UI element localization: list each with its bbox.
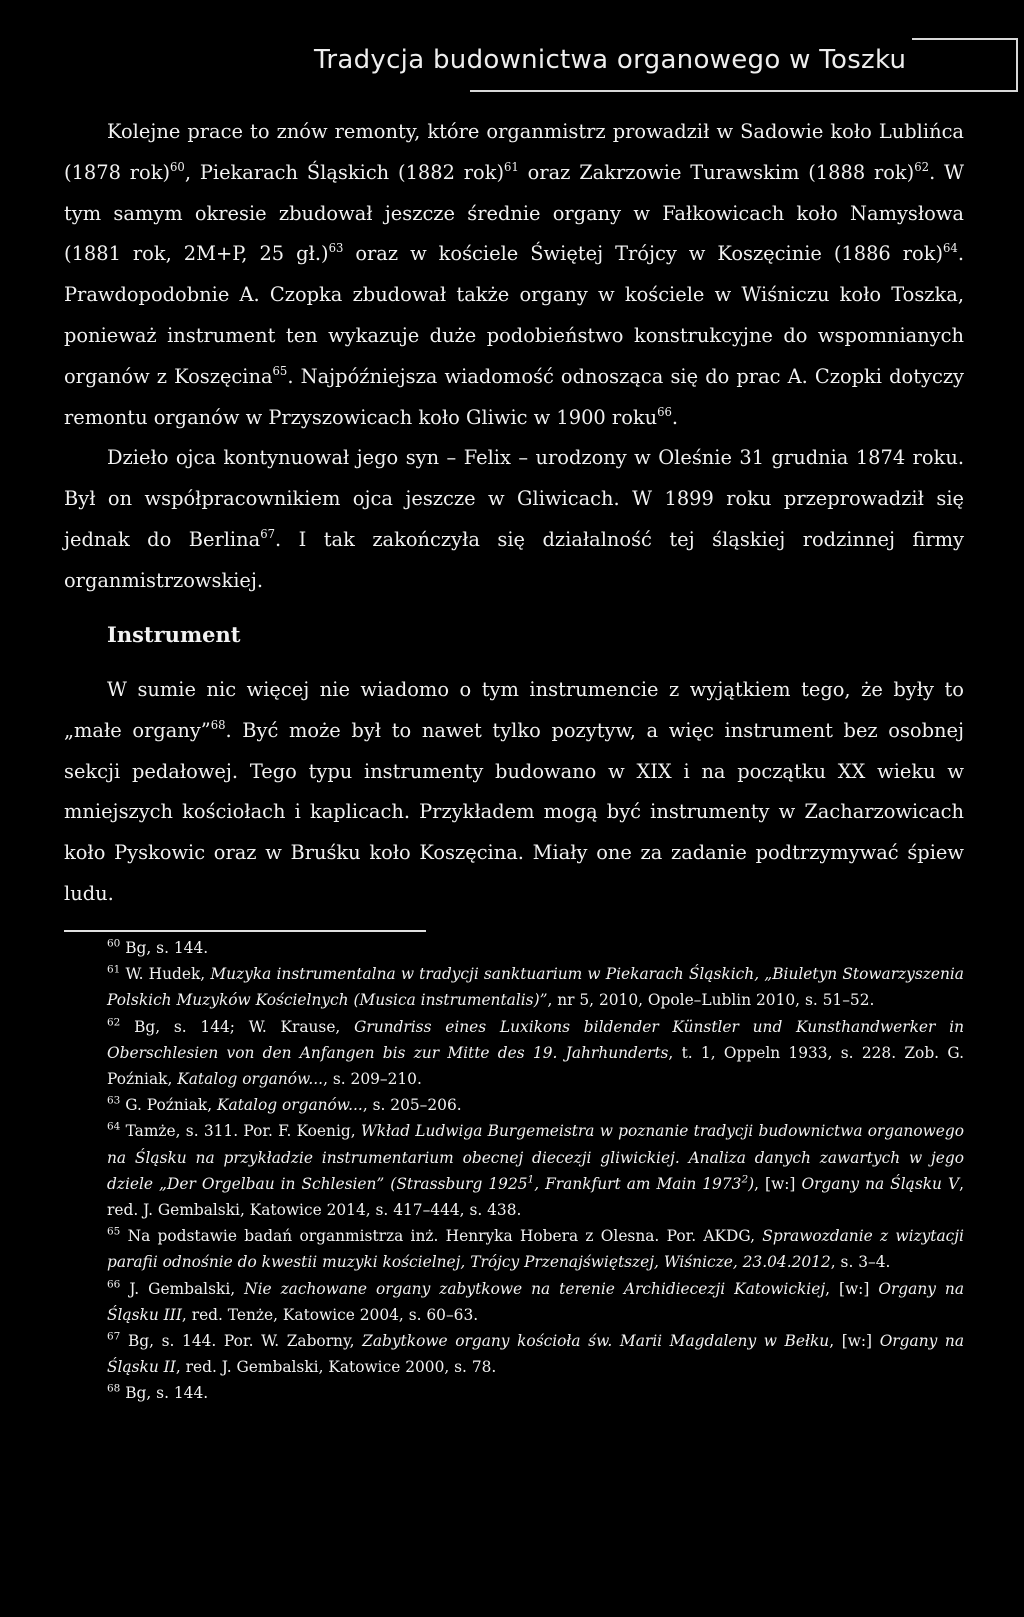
footnote — [107, 1380, 964, 1406]
footnotes — [107, 935, 964, 1407]
text-run: oraz w kościele Świętej Trójcy w Koszęcinie (1886 rok) — [343, 242, 944, 266]
footnote-reference: 63 — [328, 241, 344, 256]
italic-title: Organy na Śląsku III — [107, 1279, 964, 1324]
footnote-reference: 60 — [170, 159, 185, 174]
italic-title: ) — [748, 1174, 755, 1193]
footnote-number: 67 — [107, 1330, 121, 1343]
text-run: Bg, s. 144. — [125, 1384, 209, 1403]
text-run: , red. J. Gembalski, Katowice 2014, s. 417–444, s. 438. — [107, 1174, 964, 1220]
footnote-number: 66 — [107, 1278, 121, 1291]
body-text-section — [64, 670, 964, 915]
text-run: oraz Zakrzowie Turawskim (1888 rok) — [518, 160, 915, 184]
footnote-rule — [64, 930, 426, 932]
text-run: Dzieło ojca kontynuował jego syn – Felix – urodzony w Oleśnie 31 grudnia 1874 roku. Był on współpracownikiem ojca jeszcze w Gliwicach. W 1899 roku przeprowadził się jednak do Berlina — [64, 446, 964, 551]
text-run: . I tak zakończyła się działalność tej śląskiej rodzinnej firmy organmistrzowskiej. — [64, 527, 964, 592]
body-text — [64, 112, 964, 602]
footnote-reference: 65 — [272, 363, 288, 378]
footnote — [107, 961, 964, 1013]
footnote — [107, 1014, 964, 1093]
footnote — [107, 1276, 964, 1328]
superscript: 2 — [741, 1173, 749, 1186]
text-run: Tamże, s. 311. Por. F. Koenig, — [125, 1122, 361, 1141]
footnote — [107, 935, 964, 961]
text-run: , Piekarach Śląskich (1882 rok) — [184, 160, 505, 184]
section-heading: Instrument — [107, 622, 241, 647]
text-run: Bg, s. 144. — [125, 939, 209, 957]
text-run: , [w:] — [825, 1279, 879, 1298]
text-run: G. Poźniak, — [125, 1096, 217, 1115]
footnote-reference: 62 — [914, 159, 930, 174]
text-run: . Prawdopodobnie A. Czopka zbudował także organy w kościele w Wiśniczu koło Toszka, ponieważ instrument ten wykazuje duże podobieństwo konstrukcyjne do wspomnianych organów z Koszęcina — [64, 242, 964, 388]
text-run: . W tym samym okresie zbudował jeszcze średnie organy w Fałkowicach koło Namysłowa (1881 rok, 2M+P, 25 gł.) — [64, 160, 964, 266]
header-rule-top — [912, 38, 1018, 40]
italic-title: Organy na Śląsku V — [801, 1174, 960, 1193]
footnote-number: 63 — [107, 1094, 121, 1107]
italic-title: Wkład Ludwiga Burgemeistra w poznanie tradycji budownictwa organowego na Śląsku na przykładzie instrumentarium obecnej diecezji gliwickiej. Analiza danych zawartych w jego dziele „Der Orgelbau in Schlesien” (Strassburg 1925 — [107, 1122, 964, 1193]
footnote-reference: 64 — [943, 241, 958, 256]
footnote — [107, 1118, 964, 1223]
text-run: , s. 3–4. — [830, 1253, 891, 1272]
paragraph — [64, 438, 964, 601]
footnote-reference: 66 — [657, 404, 672, 419]
footnote — [107, 1223, 964, 1275]
italic-title: , Frankfurt am Main 1973 — [534, 1174, 742, 1193]
paragraph — [64, 112, 964, 438]
text-run: Bg, s. 144. Por. W. Zaborny, — [127, 1332, 363, 1351]
footnote — [107, 1092, 964, 1118]
italic-title: Zabytkowe organy kościoła św. Marii Magdaleny w Bełku — [362, 1332, 830, 1351]
text-run: . Być może był to nawet tylko pozytyw, a więc instrument bez osobnej sekcji pedałowej. Tego typu instrumenty budowano w XIX i na początku XX wieku w mniejszych kościołach i kaplicach. Przykładem mogą być instrumenty w Zacharzowicach koło Pyskowic oraz w Bruśku koło Koszęcina. Miały one za zadanie podtrzymywać śpiew ludu. — [64, 718, 964, 905]
text-run: , [w:] — [754, 1174, 802, 1193]
footnote-number: 64 — [107, 1121, 121, 1134]
text-run: , red. J. Gembalski, Katowice 2000, s. 78. — [175, 1358, 497, 1377]
text-run: , t. 1, Oppeln 1933, s. 228. Zob. G. Poźniak, — [107, 1043, 964, 1089]
superscript: 1 — [527, 1173, 535, 1186]
text-run: W sumie nic więcej nie wiadomo o tym instrumencie z wyjątkiem tego, że były to „małe organy” — [64, 678, 964, 742]
italic-title: Sprawozdanie z wizytacji parafii odnośnie do kwestii muzyki kościelnej, Trójcy Przenajświętszej, Wiśnicze, 23.04.2012 — [107, 1227, 964, 1272]
text-run: , [w:] — [829, 1332, 880, 1351]
header-rule-bottom — [470, 90, 1018, 92]
footnote-number: 68 — [107, 1383, 121, 1396]
footnote-number: 60 — [107, 937, 121, 950]
text-run: . Najpóźniejsza wiadomość odnosząca się do prac A. Czopki dotyczy remontu organów w Przyszowicach koło Gliwic w 1900 roku — [64, 364, 964, 429]
italic-title: Katalog organów... — [217, 1096, 363, 1115]
text-run: W. Hudek, — [125, 965, 211, 984]
running-head: Tradycja budownictwa organowego w Toszku — [314, 45, 907, 75]
italic-title: Nie zachowane organy zabytkowe na terenie Archidiecezji Katowickiej — [244, 1279, 826, 1298]
text-run: J. Gembalski, — [129, 1279, 245, 1298]
paragraph — [64, 670, 964, 915]
footnote — [107, 1328, 964, 1380]
text-run: . — [671, 405, 679, 429]
text-run: Kolejne prace to znów remonty, które organmistrz prowadził w Sadowie koło Lublińca (1878 rok) — [64, 120, 964, 184]
italic-title: Organy na Śląsku II — [107, 1332, 965, 1377]
footnote-reference: 67 — [260, 526, 275, 541]
text-run: Bg, s. 144; W. Krause, — [134, 1017, 355, 1036]
text-run: , s. 205–206. — [362, 1096, 462, 1115]
footnote-reference: 61 — [504, 159, 519, 174]
italic-title: Muzyka instrumentalna w tradycji sanktuarium w Piekarach Śląskich, „Biuletyn Stowarzyszenia Polskich Muzyków Kościelnych (Musica instrumentalis)” — [107, 965, 964, 1010]
footnote-number: 61 — [107, 963, 121, 976]
text-run: , s. 209–210. — [323, 1070, 422, 1089]
italic-title: Grundriss eines Luxikons bildender Künstler und Kunsthandwerker in Oberschlesien von den Anfangen bis zur Mitte des 19. Jahrhunderts — [107, 1017, 964, 1062]
text-run: , red. Tenże, Katowice 2004, s. 60–63. — [181, 1305, 479, 1324]
italic-title: Katalog organów... — [177, 1070, 324, 1089]
footnote-reference: 68 — [210, 717, 226, 732]
footnote-number: 65 — [107, 1225, 121, 1238]
text-run: Na podstawie badań organmistrza inż. Henryka Hobera z Olesna. Por. AKDG, — [127, 1227, 763, 1246]
footnote-number: 62 — [107, 1016, 121, 1029]
text-run: , nr 5, 2010, Opole–Lublin 2010, s. 51–52. — [547, 991, 875, 1010]
header-rule-right — [1016, 38, 1018, 91]
